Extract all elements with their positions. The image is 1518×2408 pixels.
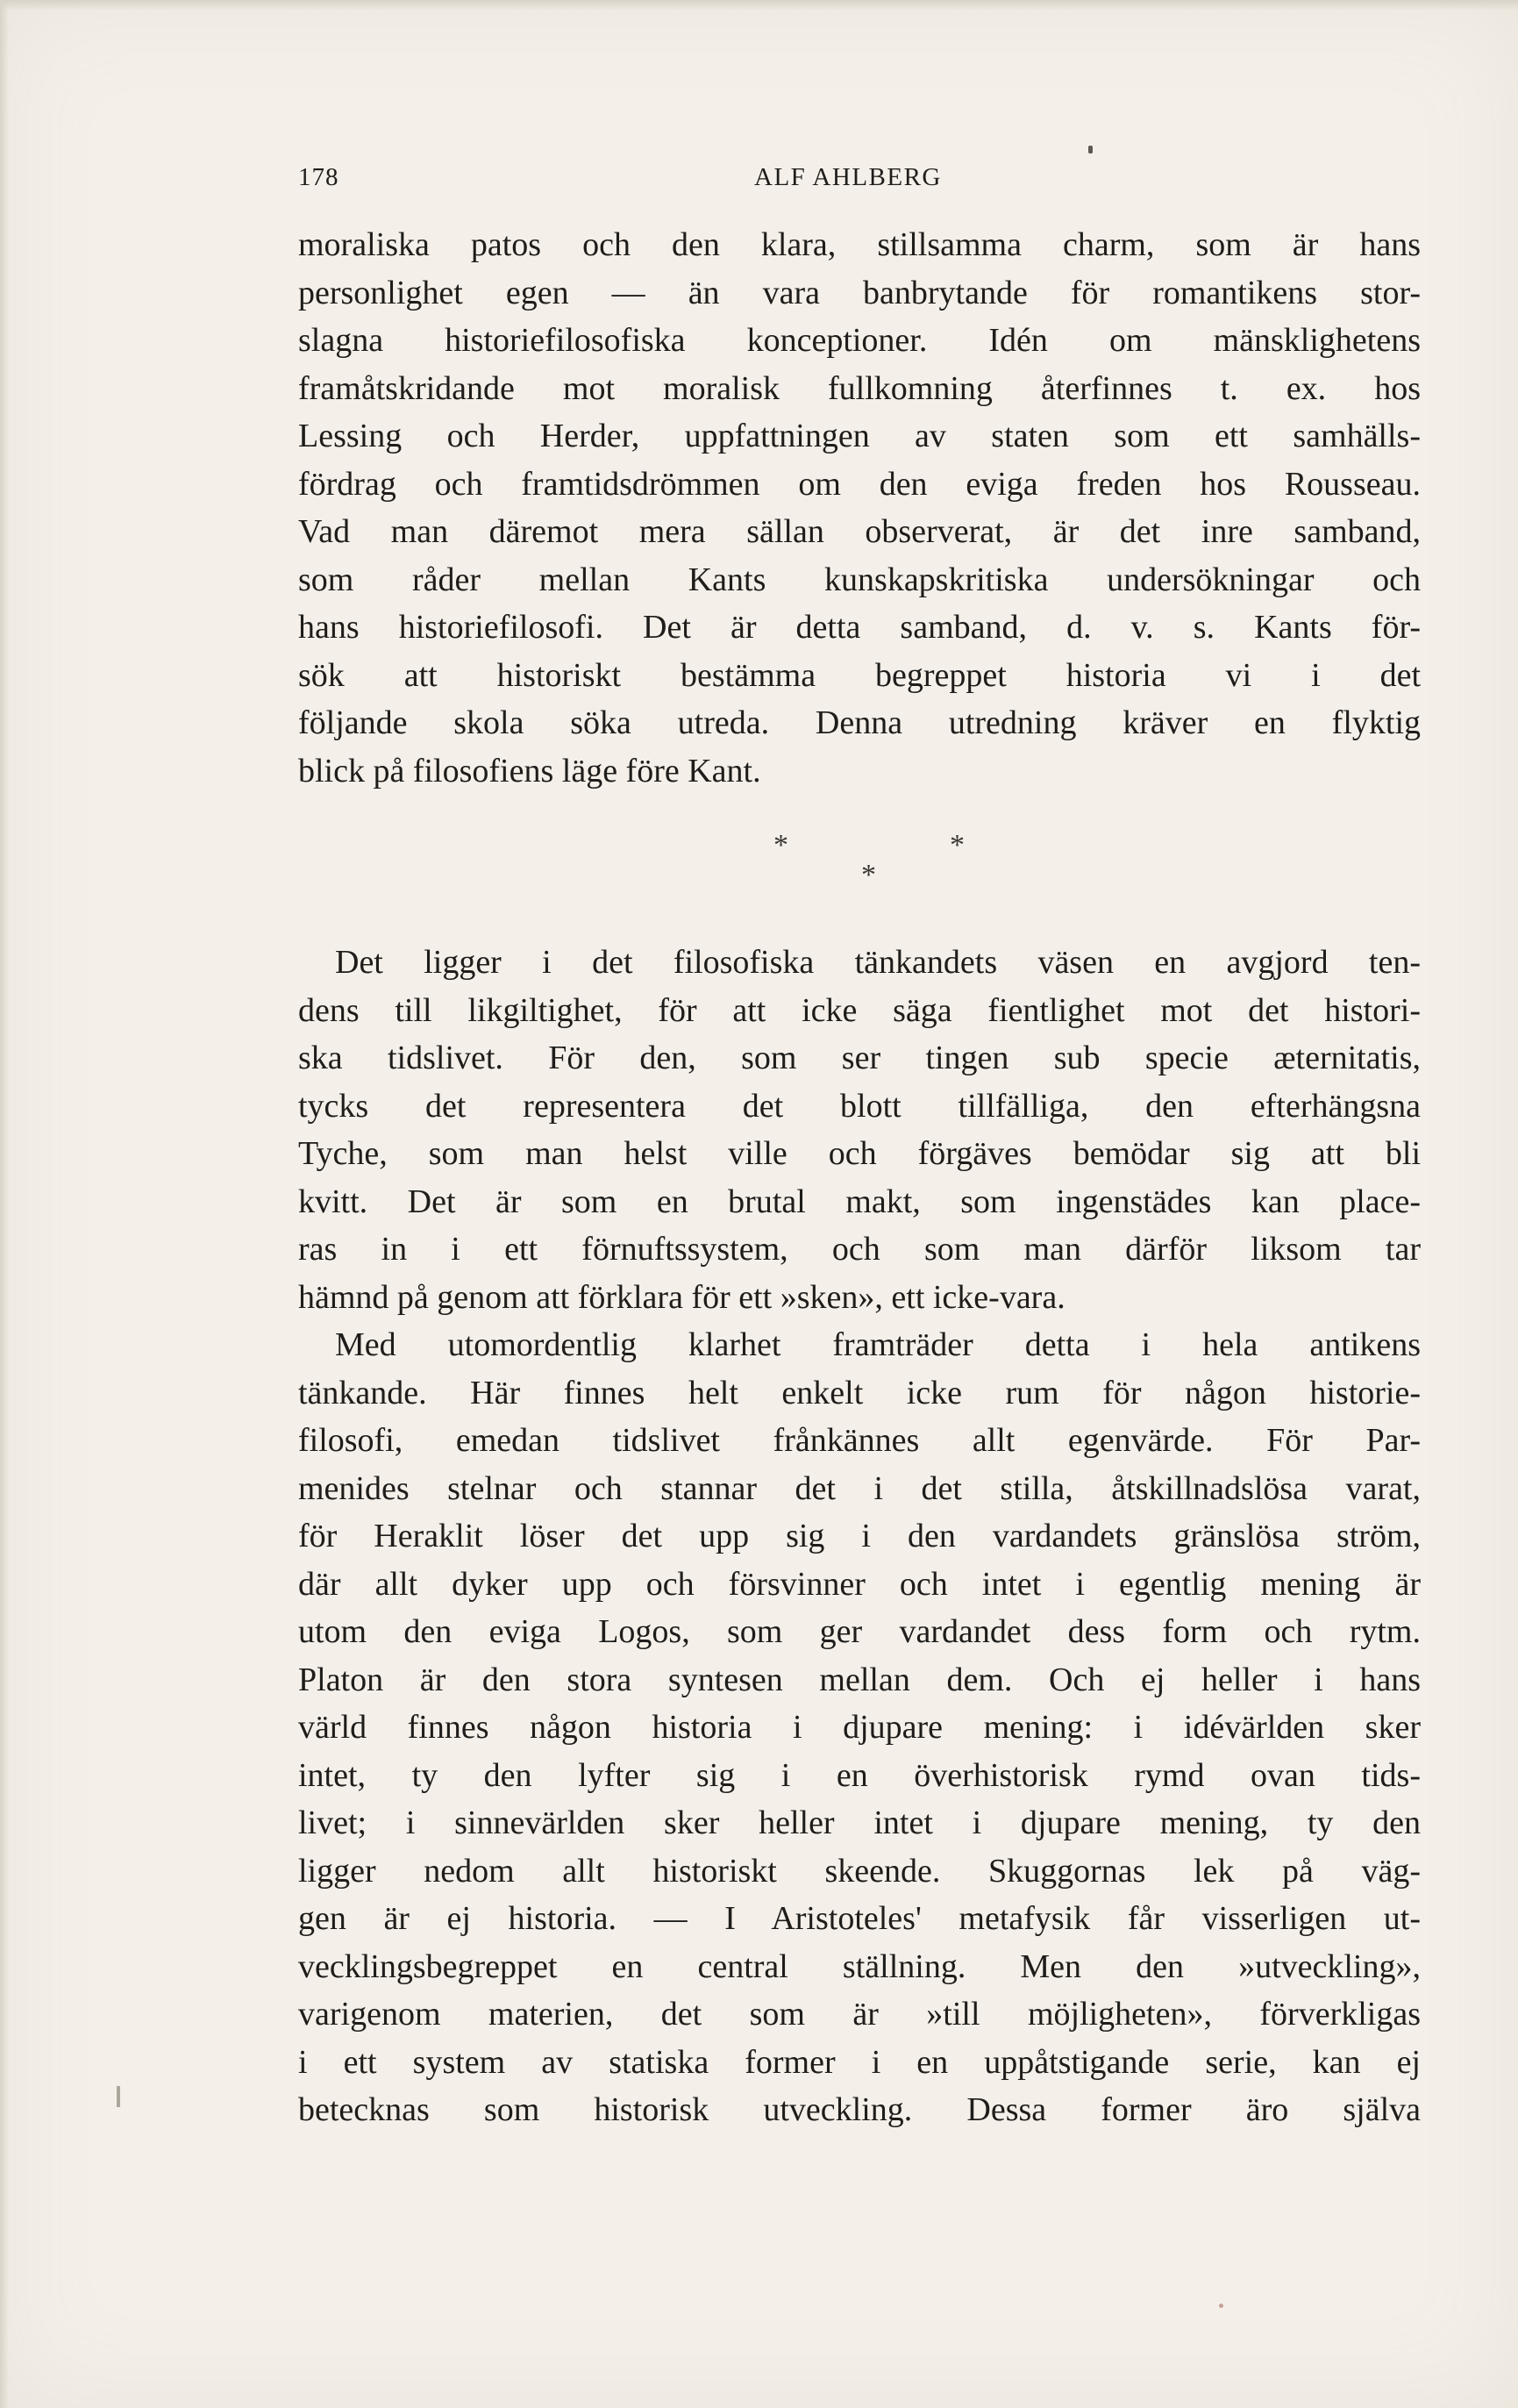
- text-line: där allt dyker upp och försvinner och intet i egentlig mening är: [298, 1565, 1421, 1603]
- margin-mark: [117, 2086, 120, 2107]
- page-left-edge: [0, 0, 9, 2408]
- paragraph-1: [298, 221, 1421, 795]
- text-line: Med utomordentlig klarhet framträder detta i hela antikens: [335, 1326, 1421, 1363]
- ink-speck: [1088, 146, 1093, 154]
- text-line: kvitt. Det är som en brutal makt, som ingenstädes kan place-: [298, 1183, 1421, 1220]
- text-line: livet; i sinnevärlden sker heller intet i djupare mening, ty den: [298, 1804, 1421, 1841]
- text-line: blick på filosofiens läge före Kant.: [298, 752, 761, 790]
- text-line: hans historiefilosofi. Det är detta samband, d. v. s. Kants för-: [298, 609, 1421, 646]
- text-line: betecknas som historisk utveckling. Dessa former äro själva: [298, 2091, 1421, 2128]
- text-line: Det ligger i det filosofiska tänkandets väsen en avgjord ten-: [335, 944, 1421, 981]
- text-line: ras in i ett förnuftssystem, och som man därför liksom tar: [298, 1231, 1421, 1268]
- text-line: menides stelnar och stannar det i det stilla, åtskillnadslösa varat,: [298, 1469, 1421, 1507]
- text-line: Lessing och Herder, uppfattningen av staten som ett samhälls-: [298, 418, 1421, 454]
- text-line: gen är ej historia. — I Aristoteles' metafysik får visserligen ut-: [298, 1900, 1421, 1937]
- text-line: moraliska patos och den klara, stillsamma charm, som är hans: [298, 226, 1421, 263]
- text-line: personlighet egen — än vara banbrytande för romantikens stor-: [298, 274, 1421, 311]
- text-line: sök att historiskt bestämma begreppet historia vi i det: [298, 656, 1421, 694]
- text-line: tycks det representera det blott tillfälliga, den efterhängsna: [298, 1087, 1421, 1125]
- text-line: i ett system av statiska former i en uppåtstigande serie, kan ej: [298, 2043, 1421, 2081]
- text-line: fördrag och framtidsdrömmen om den eviga freden hos Rousseau.: [298, 465, 1421, 503]
- page-number: 178: [298, 163, 339, 191]
- text-line: intet, ty den lyfter sig i en överhistorisk rymd ovan tids-: [298, 1756, 1421, 1794]
- text-line: för Heraklit löser det upp sig i den vardandets gränslösa ström,: [298, 1518, 1421, 1554]
- text-line: tänkande. Här finnes helt enkelt icke rum för någon historie-: [298, 1374, 1421, 1411]
- text-line: följande skola söka utreda. Denna utredning kräver en flyktig: [298, 704, 1421, 741]
- text-line: värld finnes någon historia i djupare mening: i idévärlden sker: [298, 1709, 1421, 1746]
- text-line: Platon är den stora syntesen mellan dem. Och ej heller i hans: [298, 1661, 1421, 1698]
- text-line: slagna historiefilosofiska konceptioner. Idén om mänsklighetens: [298, 322, 1421, 359]
- text-line: Tyche, som man helst ville och förgäves bemödar sig att bli: [298, 1135, 1421, 1172]
- text-line: dens till likgiltighet, för att icke säga fientlighet mot det histori-: [298, 991, 1421, 1029]
- asterisk-separator: *: [861, 859, 876, 891]
- text-line: varigenom materien, det som är »till möjligheten», förverkligas: [298, 1996, 1421, 2033]
- text-line: ska tidslivet. För den, som ser tingen sub specie æternitatis,: [298, 1040, 1421, 1076]
- asterisk-separator: *: [950, 829, 965, 861]
- text-line: framåtskridande mot moralisk fullkomning återfinnes t. ex. hos: [298, 369, 1421, 407]
- paragraph-2: [298, 939, 1421, 2134]
- text-line: filosofi, emedan tidslivet frånkännes allt egenvärde. För Par-: [298, 1422, 1421, 1459]
- text-line: utom den eviga Logos, som ger vardandet dess form och rytm.: [298, 1613, 1421, 1650]
- text-line: vecklingsbegreppet en central ställning. Men den »utveckling»,: [298, 1947, 1421, 1985]
- ink-speck: [1219, 2304, 1223, 2308]
- text-line: ligger nedom allt historiskt skeende. Skuggornas lek på väg-: [298, 1852, 1421, 1890]
- text-line: som råder mellan Kants kunskapskritiska undersökningar och: [298, 561, 1421, 598]
- page-header: [298, 163, 1421, 198]
- text-line: Vad man däremot mera sällan observerat, är det inre samband,: [298, 513, 1421, 550]
- page-top-edge: [0, 0, 1518, 11]
- section-separator: [298, 829, 1421, 908]
- running-title: ALF AHLBERG: [754, 163, 942, 191]
- asterisk-separator: *: [773, 829, 788, 861]
- text-line: hämnd på genom att förklara för ett »sken», ett icke-vara.: [298, 1278, 1065, 1316]
